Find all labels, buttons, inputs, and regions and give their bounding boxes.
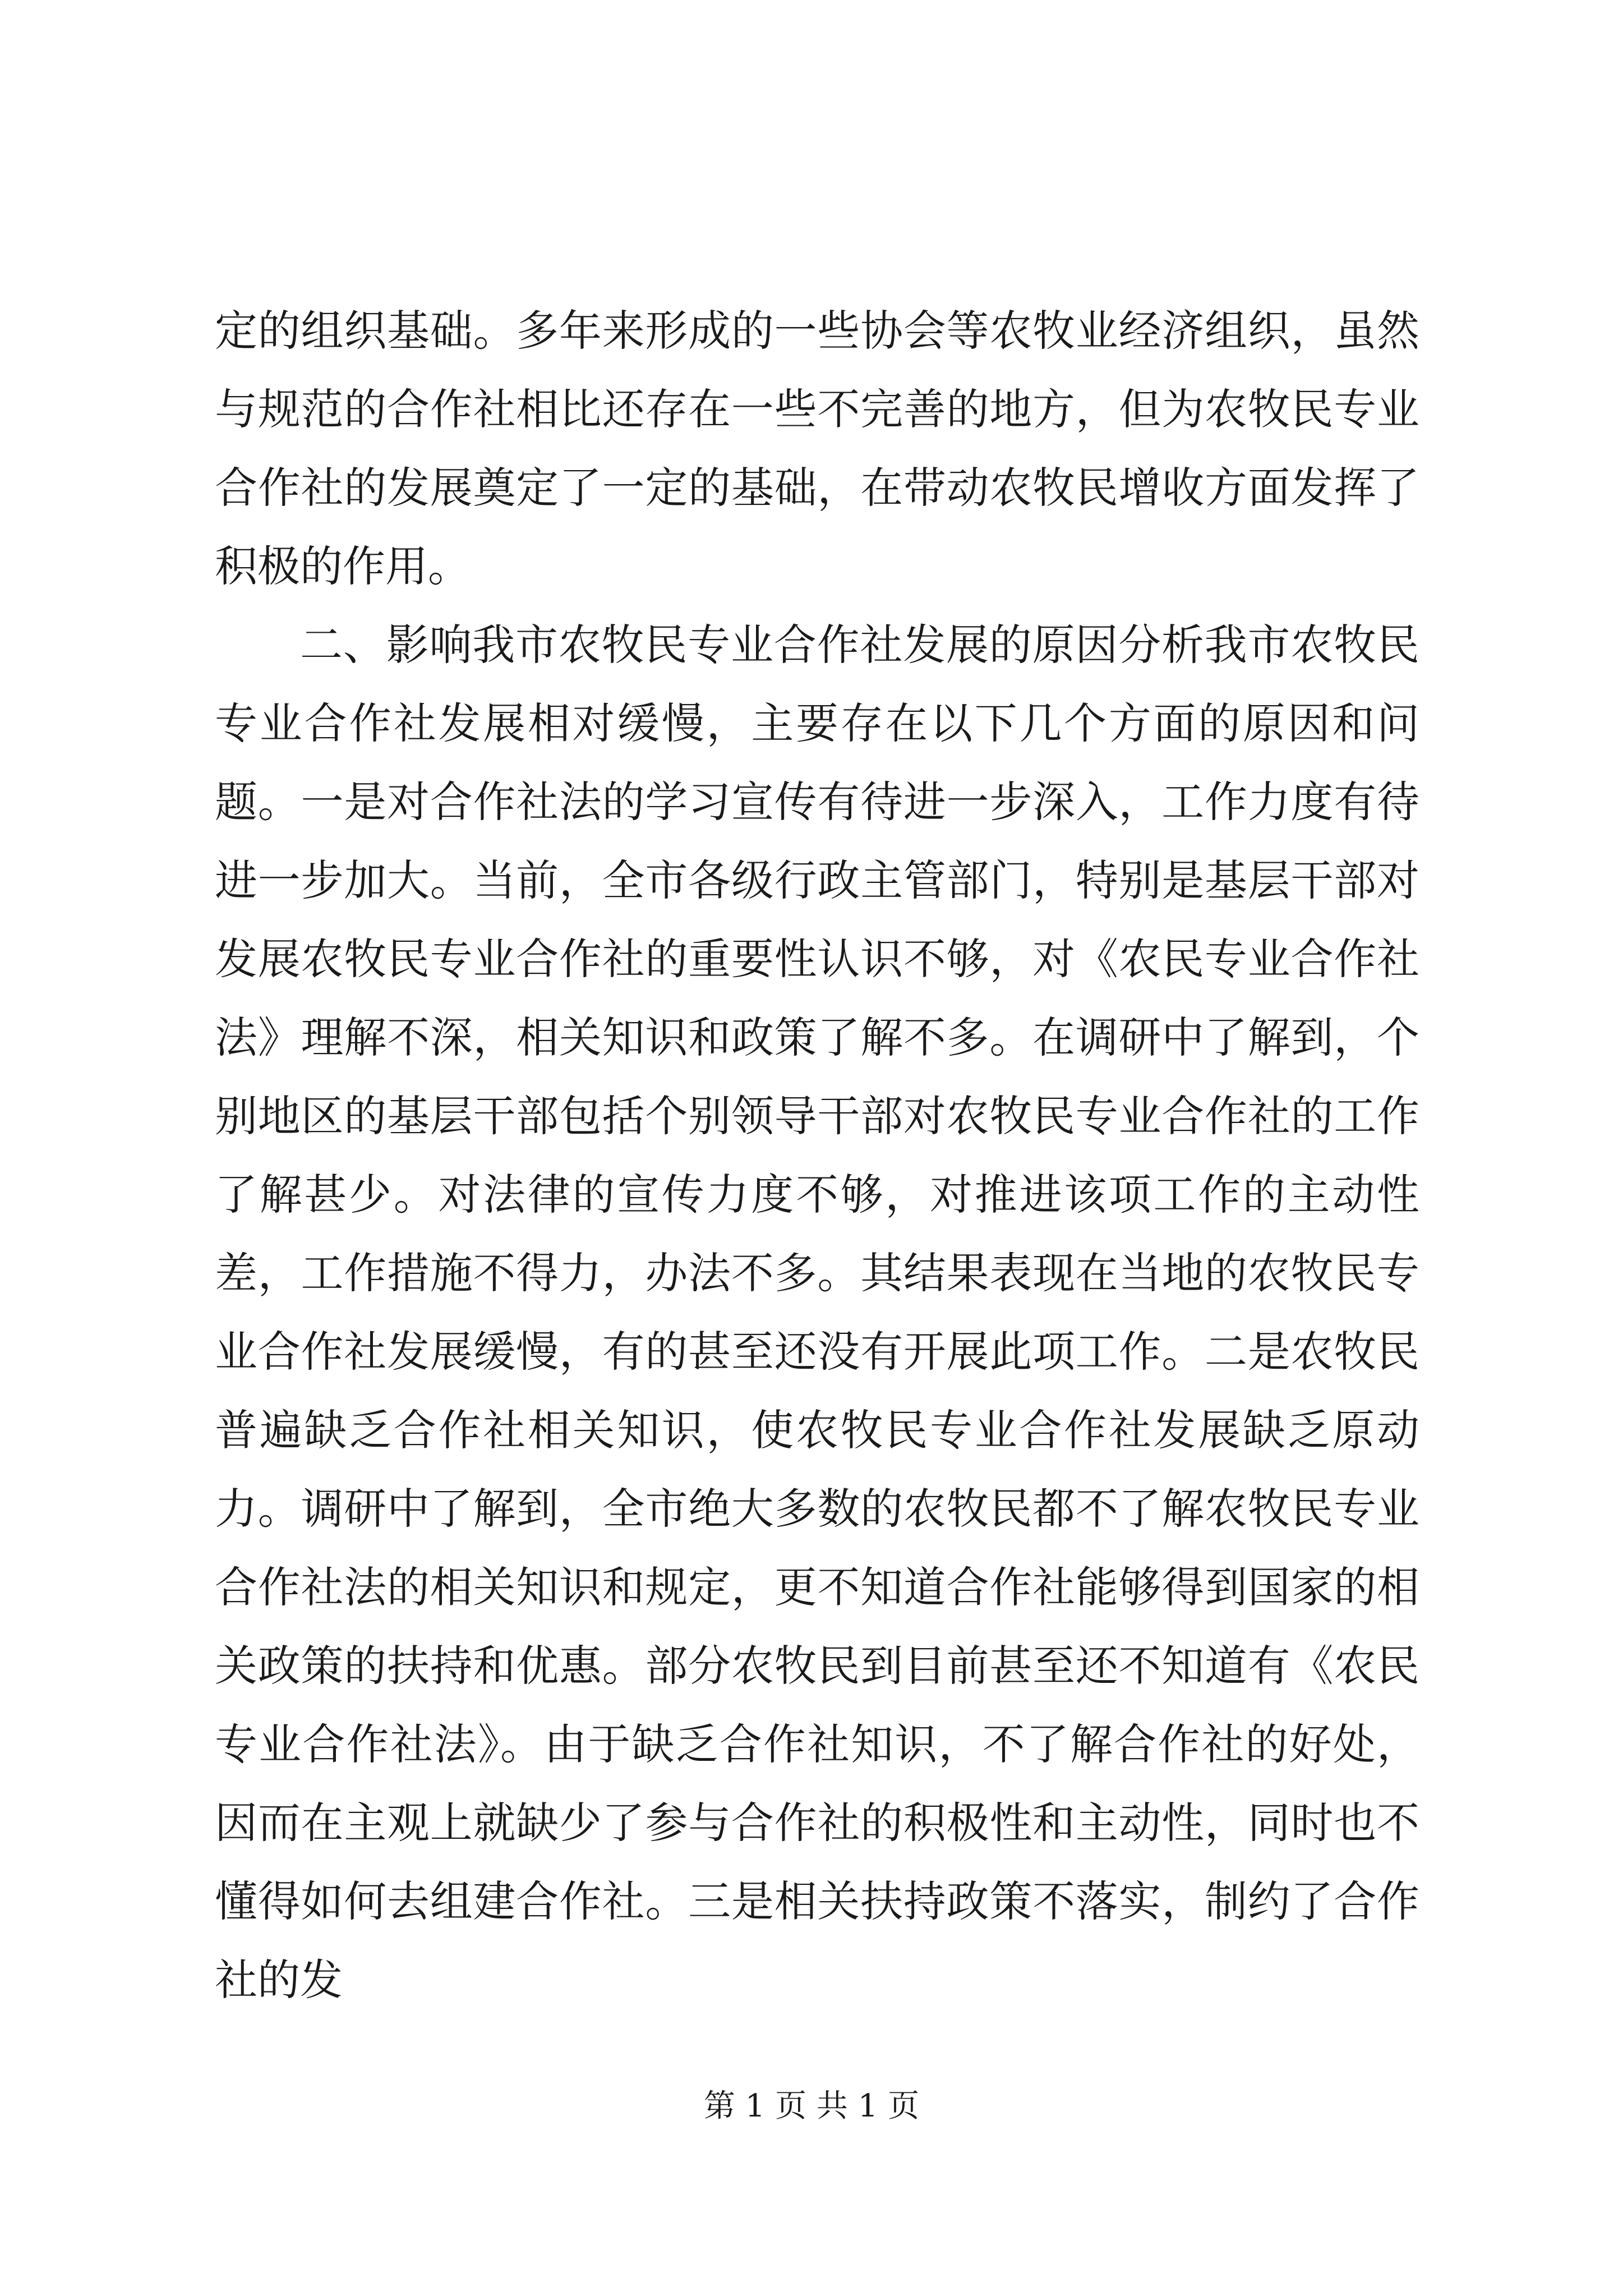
document-body bbox=[215, 292, 1419, 2019]
page-footer: 第 1 页 共 1 页 bbox=[703, 2088, 920, 2124]
paragraph-1: 定的组织基础。多年来形成的一些协会等农牧业经济组织，虽然与规范的合作社相比还存在一些不完善的地方，但为农牧民专业合作社的发展奠定了一定的基础，在带动农牧民增收方面发挥了积极的作用。 bbox=[215, 306, 1419, 591]
paragraph-2: 二、影响我市农牧民专业合作社发展的原因分析我市农牧民专业合作社发展相对缓慢，主要存在以下几个方面的原因和问题。一是对合作社法的学习宣传有待进一步深入，工作力度有待进一步加大。当前，全市各级行政主管部门，特别是基层干部对发展农牧民专业合作社的重要性认识不够，对《农民专业合作社法》理解不深，相关知识和政策了解不多。在调研中了解到，个别地区的基层干部包括个别领导干部对农牧民专业合作社的工作了解甚少。对法律的宣传力度不够，对推进该项工作的主动性差，工作措施不得力，办法不多。其结果表现在当地的农牧民专业合作社发展缓慢，有的甚至还没有开展此项工作。二是农牧民普遍缺乏合作社相关知识，使农牧民专业合作社发展缺乏原动力。调研中了解到，全市绝大多数的农牧民都不了解农牧民专业合作社法的相关知识和规定，更不知道合作社能够得到国家的相关政策的扶持和优惠。部分农牧民到目前甚至还不知道有《农民专业合作社法》。由于缺乏合作社知识，不了解合作社的好处，因而在主观上就缺少了参与合作社的积极性和主动性，同时也不懂得如何去组建合作社。三是相关扶持政策不落实，制约了合作社的发 bbox=[215, 620, 1419, 2005]
